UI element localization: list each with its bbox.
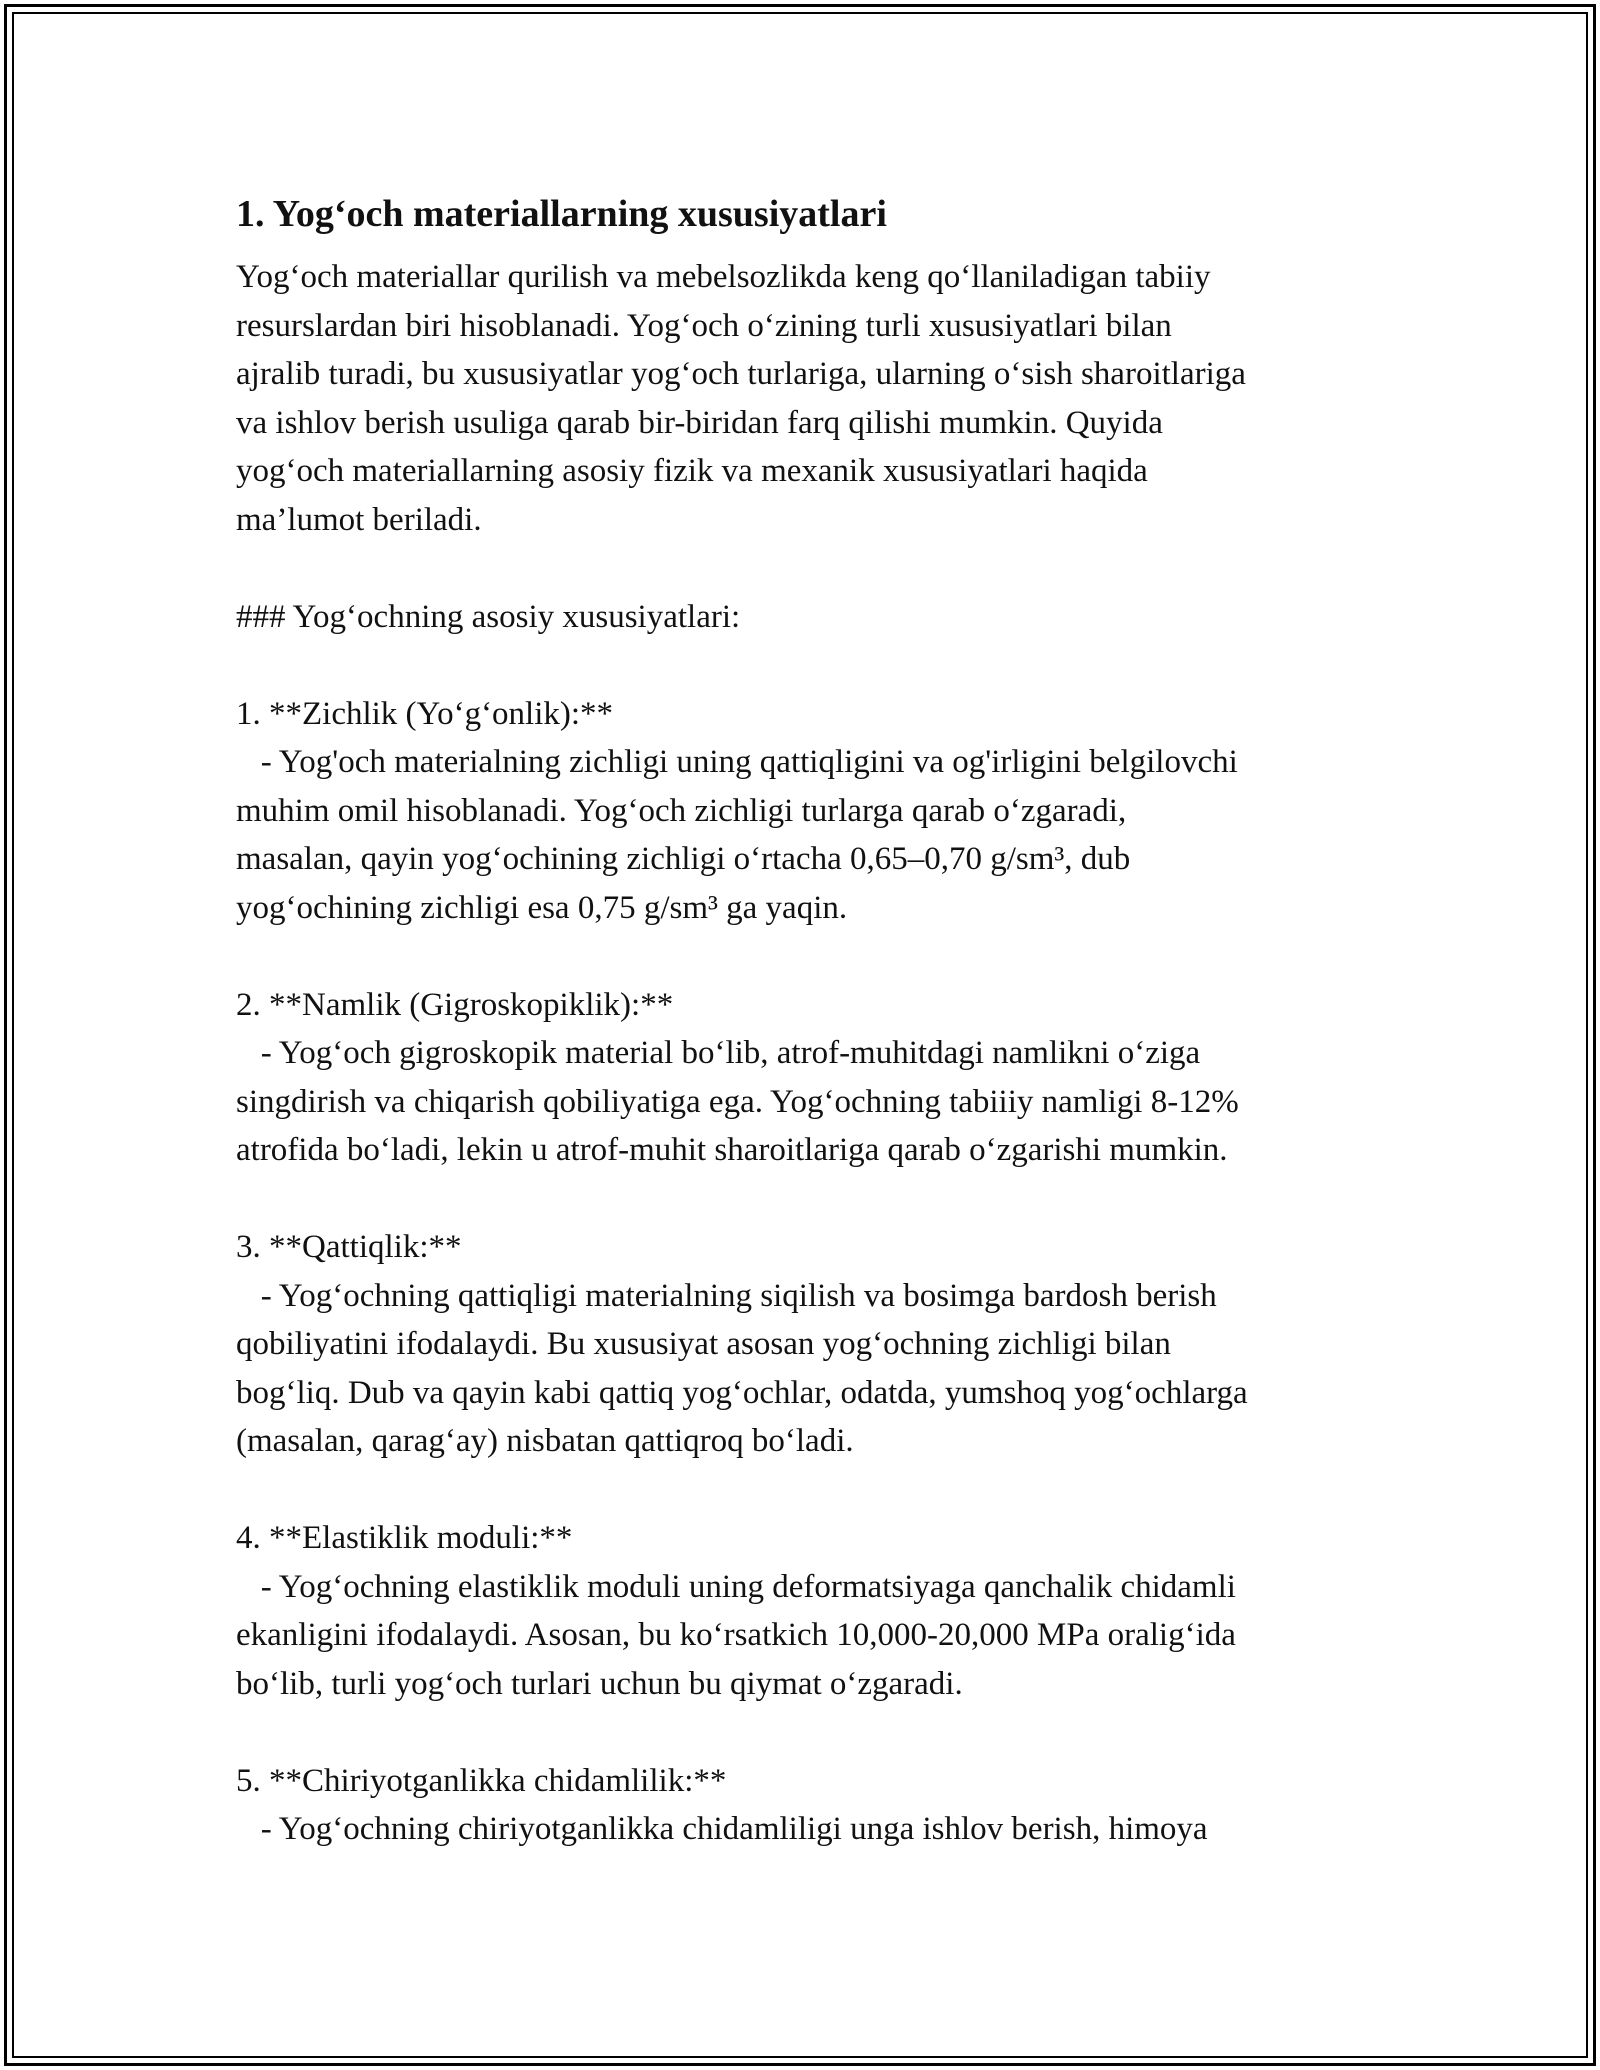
- item-line: qobiliyatini ifodalaydi. Bu xususiyat asosan yog‘ochning zichligi bilan: [236, 1326, 1171, 1362]
- spacer: [236, 641, 1416, 690]
- property-item-hardness: [236, 1223, 1416, 1466]
- intro-paragraph: [236, 253, 1416, 544]
- item-line: yog‘ochining zichligi esa 0,75 g/sm³ ga yaqin.: [236, 889, 848, 926]
- spacer: [236, 1708, 1416, 1757]
- document-page: [236, 185, 1416, 1854]
- item-line: - Yog‘och gigroskopik material bo‘lib, atrof-muhitdagi namlikni o‘ziga: [236, 1035, 1201, 1071]
- item-heading: 2. **Namlik (Gigroskopiklik):**: [236, 986, 674, 1023]
- spacer: [236, 544, 1416, 593]
- intro-line: ma’lumot beriladi.: [236, 501, 482, 538]
- item-line: - Yog‘ochning qattiqligi materialning siqilish va bosimga bardosh berish: [236, 1277, 1217, 1314]
- property-item-elasticity: [236, 1514, 1416, 1708]
- item-heading: 1. **Zichlik (Yo‘g‘onlik):**: [236, 695, 614, 732]
- item-line: atrofida bo‘ladi, lekin u atrof-muhit sharoitlariga qarab o‘zgarishi mumkin.: [236, 1132, 1228, 1168]
- item-line: (masalan, qarag‘ay) nisbatan qattiqroq bo‘ladi.: [236, 1423, 854, 1459]
- item-heading: 3. **Qattiqlik:**: [236, 1229, 462, 1265]
- intro-line: resurslardan biri hisoblanadi. Yog‘och o‘zining turli xususiyatlari bilan: [236, 307, 1172, 344]
- property-item-density: [236, 690, 1416, 933]
- document-title: 1. Yog‘och materiallarning xususiyatlari: [236, 193, 887, 235]
- item-line: masalan, qayin yog‘ochining zichligi o‘rtacha 0,65–0,70 g/sm³, dub: [236, 841, 1131, 877]
- intro-line: yog‘och materiallarning asosiy fizik va mexanik xususiyatlari haqida: [236, 453, 1148, 489]
- spacer: [236, 1466, 1416, 1515]
- item-line: muhim omil hisoblanadi. Yog‘och zichligi turlarga qarab o‘zgaradi,: [236, 792, 1127, 829]
- spacer: [236, 1175, 1416, 1224]
- item-line: - Yog‘ochning elastiklik moduli uning deformatsiyaga qanchalik chidamli: [236, 1568, 1236, 1605]
- item-heading: 4. **Elastiklik moduli:**: [236, 1520, 573, 1556]
- item-line: - Yog'och materialning zichligi uning qattiqligini va og'irligini belgilovchi: [236, 744, 1238, 780]
- item-line: bog‘liq. Dub va qayin kabi qattiq yog‘ochlar, odatda, yumshoq yog‘ochlarga: [236, 1374, 1248, 1411]
- item-line: bo‘lib, turli yog‘och turlari uchun bu qiymat o‘zgaradi.: [236, 1665, 963, 1702]
- spacer: [236, 932, 1416, 981]
- section-subheading: ### Yog‘ochning asosiy xususiyatlari:: [236, 598, 741, 635]
- intro-line: Yog‘och materiallar qurilish va mebelsozlikda keng qo‘llaniladigan tabiiy: [236, 259, 1211, 295]
- item-line: singdirish va chiqarish qobiliyatiga ega. Yog‘ochning tabiiiy namligi 8-12%: [236, 1083, 1239, 1120]
- item-line: - Yog‘ochning chiriyotganlikka chidamliligi unga ishlov berish, himoya: [236, 1811, 1208, 1847]
- property-item-rot-resistance: [236, 1757, 1416, 1854]
- property-item-moisture: [236, 981, 1416, 1175]
- intro-line: ajralib turadi, bu xususiyatlar yog‘och turlariga, ularning o‘sish sharoitlariga: [236, 356, 1246, 392]
- item-line: ekanligini ifodalaydi. Asosan, bu ko‘rsatkich 10,000-20,000 MPa oralig‘ida: [236, 1617, 1236, 1653]
- intro-line: va ishlov berish usuliga qarab bir-biridan farq qilishi mumkin. Quyida: [236, 404, 1163, 441]
- item-heading: 5. **Chiriyotganlikka chidamlilik:**: [236, 1762, 727, 1799]
